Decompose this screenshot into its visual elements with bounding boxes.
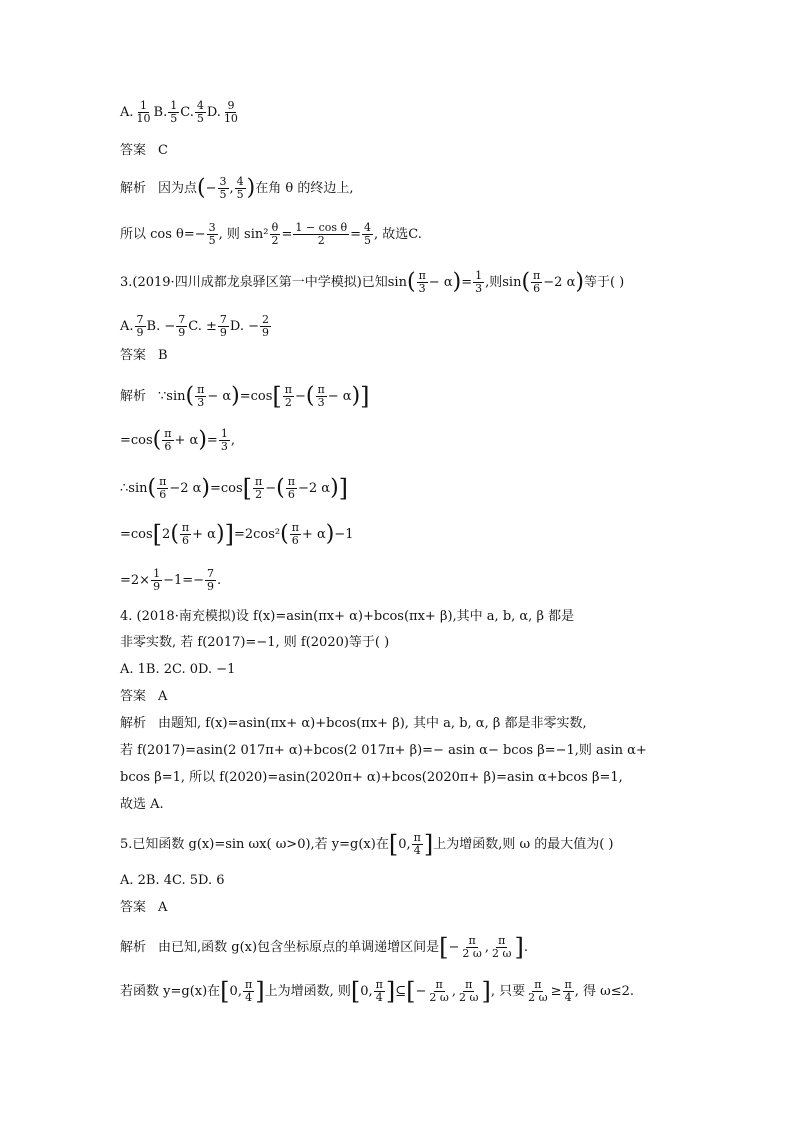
answer-value: B [158,348,168,363]
q4-analysis-1: 解析 由题知, f(x)=asin(πx+ α)+bcos(πx+ β), 其中 a, b, α, β 都是非零实数, [120,716,587,731]
fraction: $\frac{4}{5}$ [196,99,204,125]
q5-answer: 答案 A [120,900,168,915]
q3-answer: 答案 B [120,348,168,363]
q4-analysis-4: 故选 A. [120,797,164,812]
q3-stem: 3.(2019·四川成都龙泉驿区第一中学模拟)已知sin( $\frac{\pi}{3}$ − α)= $\frac{1}{3}$ ,则sin( $\frac{\pi}{6}$ −2 α)等于( ) [120,269,625,295]
q2-analysis-2: 所以 cos θ=− $\frac{3}{5}$ , 则 sin² $\frac{\theta}{2}$ = $\frac{\text{1 − cos θ}}{2}$ = $\frac{4}{5}$ , 故选C. [120,221,422,247]
q4-answer: 答案 A [120,689,168,704]
fraction: $\frac{1}{10}$ [136,99,151,125]
q2-analysis-1: 解析 因为点(− $\frac{3}{5}$ , $\frac{4}{5}$ )在角 θ 的终边上, [120,175,354,201]
q2-answer: 答案 C [120,143,168,158]
option-b: B. [153,105,168,120]
q3-analysis-2: =cos( $\frac{\pi}{6}$ + α)= $\frac{1}{3}$ , [120,427,235,453]
q3-options: A. $\frac{7}{9}$ B. − $\frac{7}{9}$ C. ± $\frac{7}{9}$ D. − $\frac{2}{9}$ [120,313,270,339]
option-d: D. [206,105,221,120]
answer-value: C [158,143,168,158]
q4-stem-2: 非零实数, 若 f(2017)=−1, 则 f(2020)等于( ) [120,635,390,650]
fraction: $\frac{9}{10}$ [223,99,238,125]
q5-analysis-1: 解析 由已知,函数 g(x)包含坐标原点的单调递增区间是[− $\frac{\pi}{2 \omega}$ , $\frac{\pi}{2 \omega}$ ]. [120,933,528,962]
q4-analysis-3: bcos β=1, 所以 f(2020)=asin(2020π+ α)+bcos(2020π+ β)=asin α+bcos β=1, [120,770,623,785]
q4-stem-1: 4. (2018·南充模拟)设 f(x)=asin(πx+ α)+bcos(πx+ β),其中 a, b, α, β 都是 [120,609,575,624]
q4-analysis-2: 若 f(2017)=asin(2 017π+ α)+bcos(2 017π+ β)=− asin α− bcos β=−1,则 asin α+ [120,743,647,758]
answer-value: A [158,689,168,704]
q4-options: A. 1B. 2C. 0D. −1 [120,662,236,677]
answer-value: A [158,900,168,915]
q3-analysis-3: ∴sin( $\frac{\pi}{6}$ −2 α)=cos[ $\frac{\pi}{2}$ −( $\frac{\pi}{6}$ −2 α)] [120,474,349,503]
q2-options [120,100,241,125]
q3-analysis-4: =cos[2( $\frac{\pi}{6}$ + α)]=2cos²( $\frac{\pi}{6}$ + α)−1 [120,520,354,549]
option-a: A. [120,105,134,120]
q5-analysis-2: 若函数 y=g(x)在[0, $\frac{\pi}{4}$ ]上为增函数, 则[0, $\frac{\pi}{4}$ ]⊆[− $\frac{\pi}{2 \omega}$ , $\frac{\pi}{2 \omega}$ ], 只要 $\frac{\pi}{2 \omega}$ ≥ $\frac{\pi}{4}$ , 得 ω≤2. [120,977,635,1006]
q3-analysis-1: 解析 ∵sin( $\frac{\pi}{3}$ − α)=cos[ $\frac{\pi}{2}$ −( $\frac{\pi}{3}$ − α)] [120,382,370,411]
q5-options: A. 2B. 4C. 5D. 6 [120,873,225,888]
option-c: C. [180,105,194,120]
q3-analysis-5: =2× $\frac{1}{9}$ −1=− $\frac{7}{9}$ . [120,567,222,593]
q5-stem: 5.已知函数 g(x)=sin ωx( ω>0),若 y=g(x)在[0, $\frac{\pi}{4}$ ]上为增函数,则 ω 的最大值为( ) [120,830,614,859]
fraction: $\frac{1}{5}$ [170,99,178,125]
